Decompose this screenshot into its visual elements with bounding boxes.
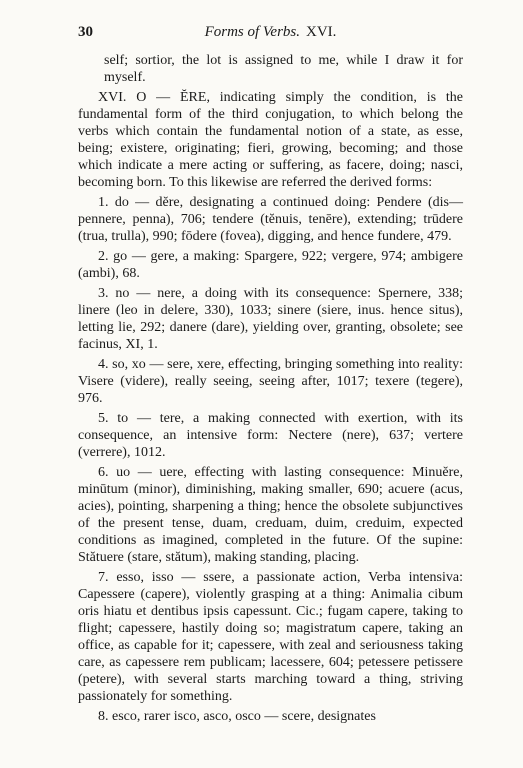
running-title	[78, 22, 463, 42]
entry-5-to-tere: 5. to — tere, a making connected with exertion, with its consequence, an intensive form: Nectere (nere), 637; vertere (verrere), 1012.	[78, 411, 463, 460]
entry-1-do-dere: 1. do — dĕre, designating a continued doing: Pendere (dis—pennere, penna), 706; tendere (tĕnuis, tenēre), extending; trūdere (trua, trulla), 990; fōdere (fovea), digging, and hence fundere, 479.	[78, 195, 463, 244]
body-text	[78, 52, 463, 728]
section-number: XVI.	[306, 24, 337, 40]
entry-4-so-xo: 4. so, xo — sere, xere, effecting, bringing something into reality: Visere (videre), really seeing, seeing after, 1017; texere (tegere), 976.	[78, 357, 463, 406]
page-header	[78, 22, 463, 42]
running-title-text: Forms of Verbs.	[204, 24, 300, 40]
entry-7-esso-isso: 7. esso, isso — ssere, a passionate action, Verba intensiva: Capessere (capere), violently grasping at a thing: Animalia cibum oris hiatu et dentibus ipsis capessunt. Cic.; fugam capere, taking to flight; capessere, hastily doing so; magistratum capere, taking an office, as capable for it; capessere, with zeal and seriousness taking care, as capessere rem publicam; lacessere, 604; petessere petissere (petere), with several starts marching toward a thing, striving passionately for something.	[78, 570, 463, 704]
page-number: 30	[78, 24, 93, 40]
section-xvi-intro: XVI. O — ĔRE, indicating simply the condition, is the fundamental form of the third conjugation, to which belong the verbs which contain the fundamental notion of a state, as esse, being; existere, originating; fieri, growing, becoming; and those which indicate a mere acting or suffering, as facere, doing; nasci, becoming born. To this likewise are referred the derived forms:	[78, 90, 463, 190]
entry-6-uo-uere: 6. uo — uere, effecting with lasting consequence: Minuĕre, minūtum (minor), diminishing, making smaller, 690; acuere (acus, acies), pointing, sharpening a thing; hence the obsolete subjunctives of the present tense, duam, creduam, duim, creduim, expected conditions as imagined, completed in the future. Of the supine: Stătuere (stare, stătum), making standing, placing.	[78, 465, 463, 565]
continuation-paragraph: self; sortior, the lot is assigned to me, while I draw it for myself.	[104, 53, 463, 85]
entry-8-esco: 8. esco, rarer isco, asco, osco — scere, designates	[98, 709, 376, 724]
entry-2-go-gere: 2. go — gere, a making: Spargere, 922; vergere, 974; ambigere (ambi), 68.	[78, 249, 463, 281]
entry-3-no-nere: 3. no — nere, a doing with its consequence: Spernere, 338; linere (leo in delere, 330), 1033; sinere (siere, inus. hence situs), letting lie, 292; danere (dare), yielding over, granting, obsolete; see facinus, XI, 1.	[78, 286, 463, 352]
